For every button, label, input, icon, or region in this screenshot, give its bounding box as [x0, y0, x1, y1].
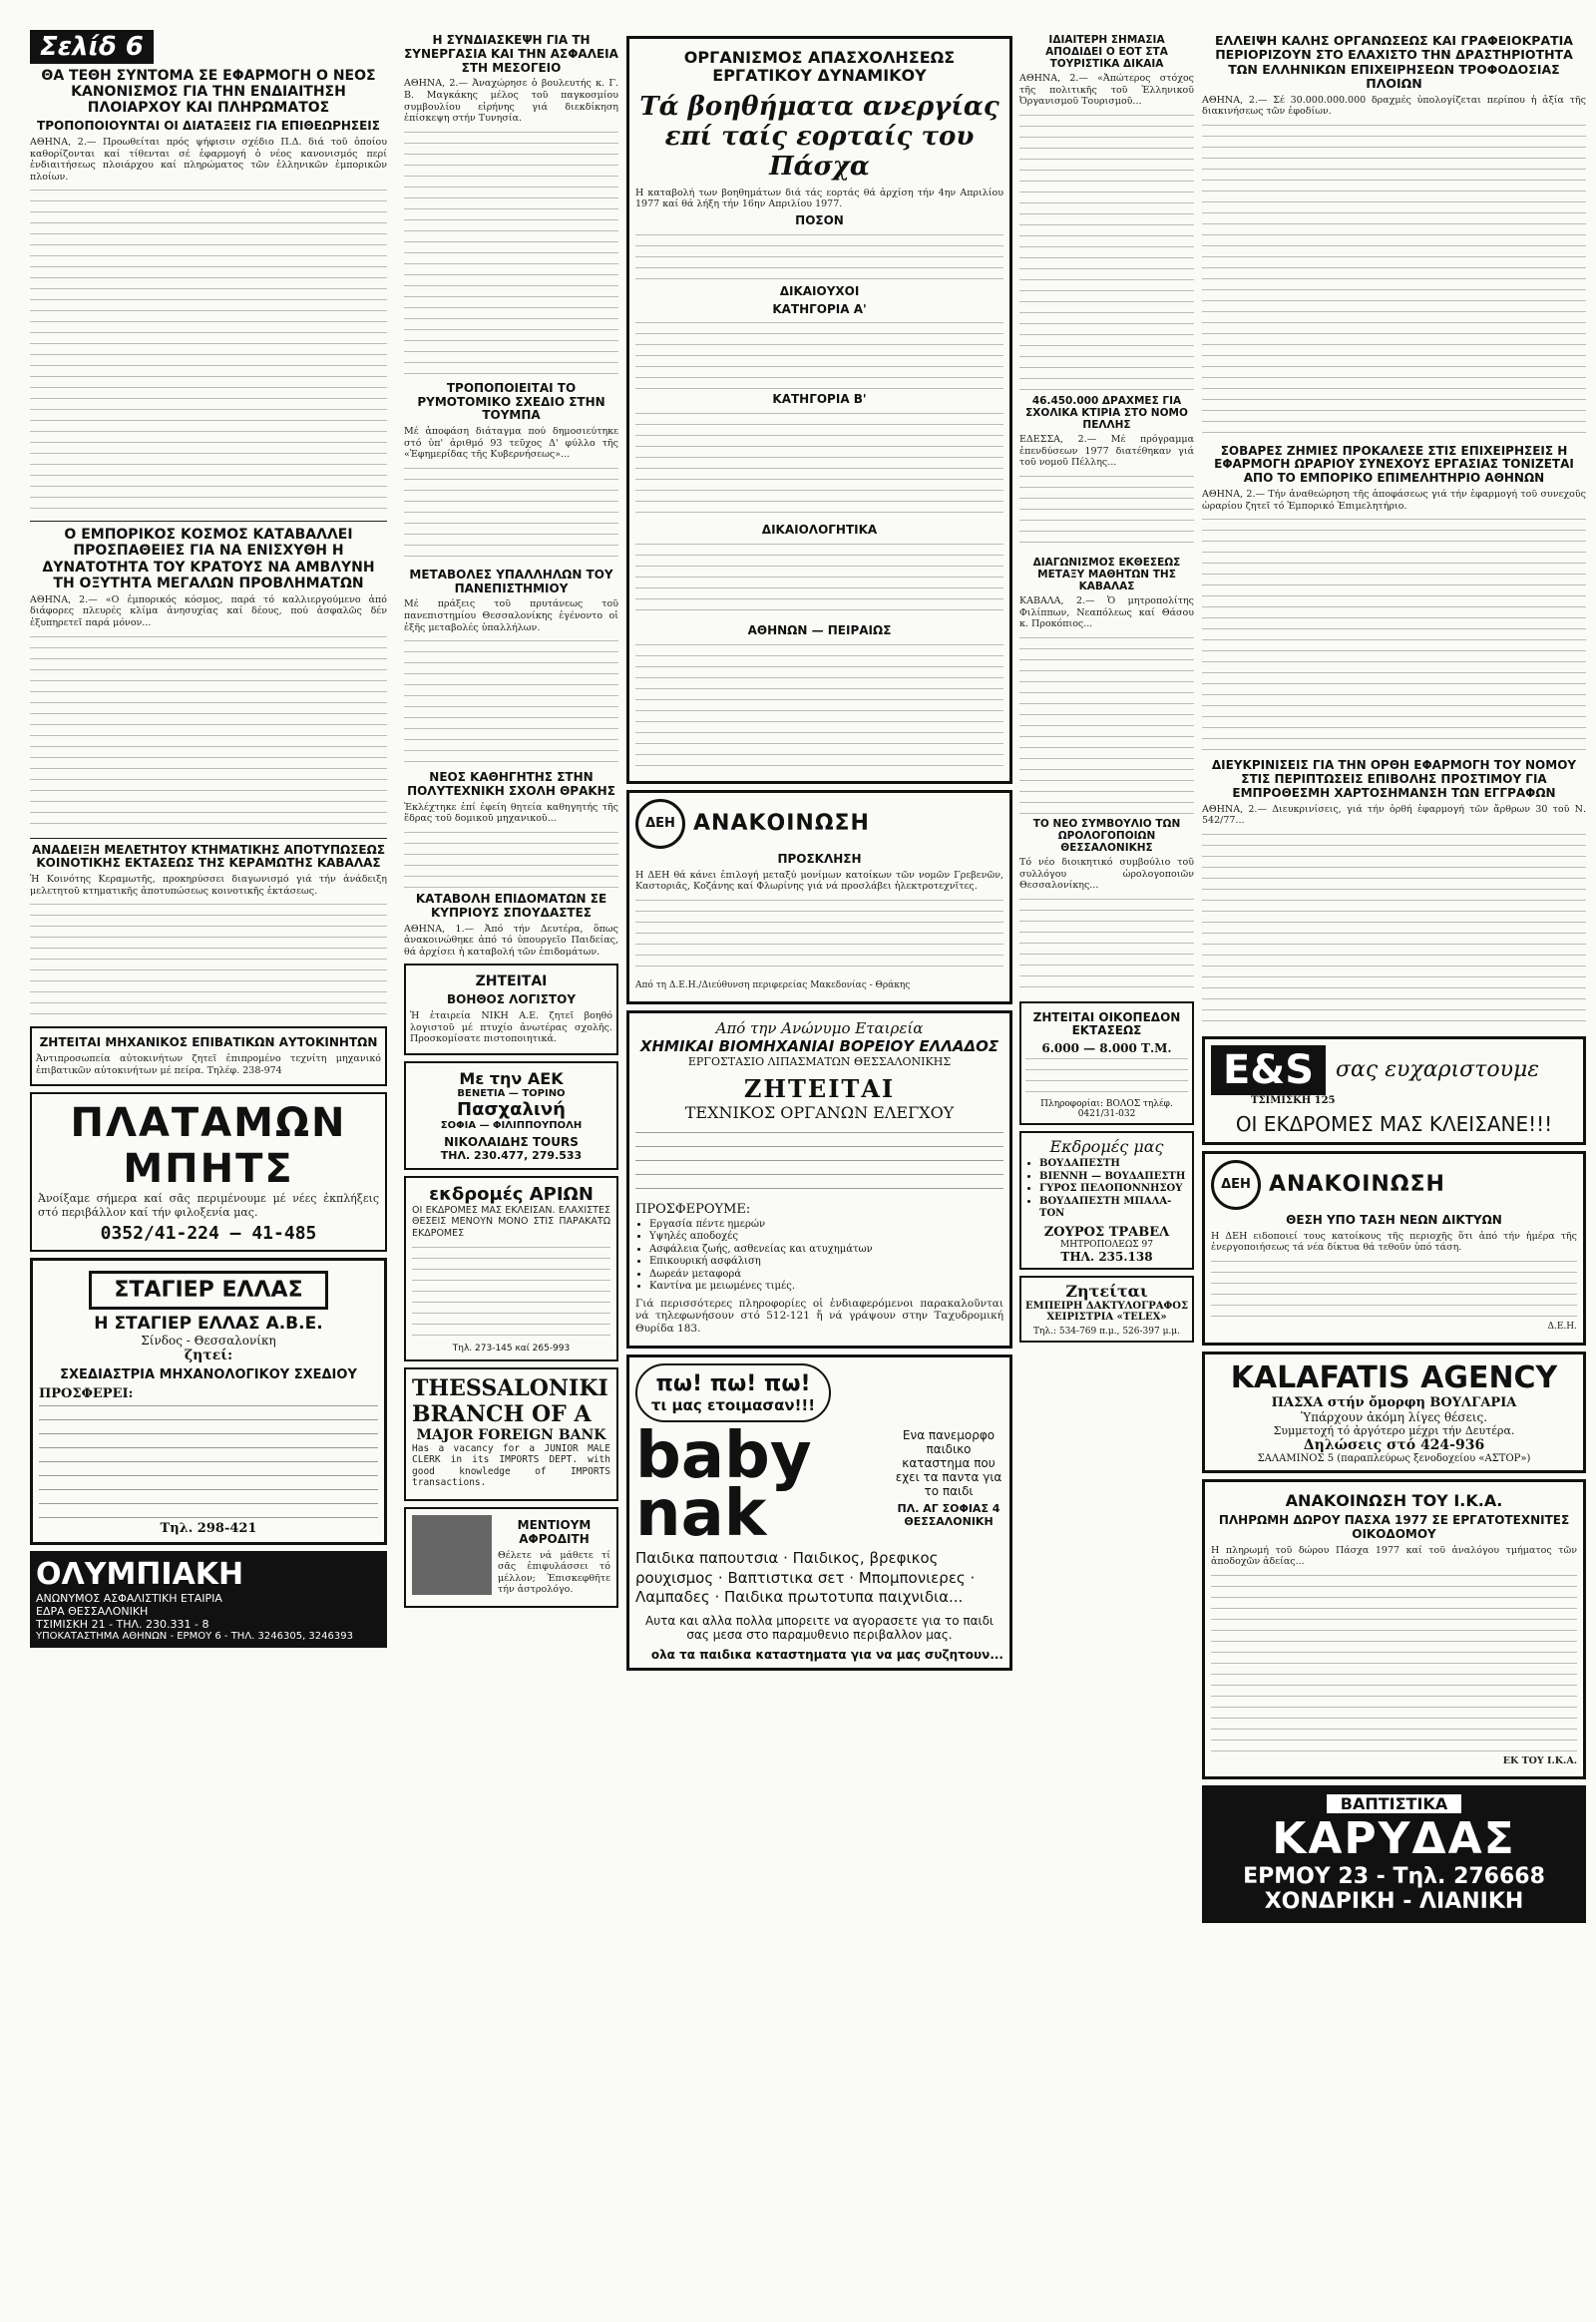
article-headline: ΘΑ ΤΕΘΗ ΣΥΝΤΟΜΑ ΣΕ ΕΦΑΡΜΟΓΗ Ο ΝΕΟΣ ΚΑΝΟΝΙΣΜΟΣ ΓΙΑ ΤΗΝ ΕΝΔΙΑΙΤΗΣΗ ΠΛΟΙΑΡΧΟΥ ΚΑΙ ΠΛΗΡΩΜΑΤΟΣ	[41, 68, 376, 117]
announcement-subtitle: ΠΡΟΣΚΛΗΣΗ	[777, 851, 862, 866]
article-filler	[635, 231, 1003, 281]
dei-header	[1211, 1160, 1577, 1210]
ad-aek	[404, 1061, 618, 1170]
ad-footer: Γιά περισσότερες πληροφορίες οἱ ἐνδιαφερόμενοι παρακαλοῦνται νά τηλεφωνήσουν στό 512-121 ἤ νά γράψουν στην Ταχυδρομική Θυρίδα 183.	[635, 1297, 1003, 1336]
article-filler	[404, 637, 618, 767]
article-body: ΑΘΗΝΑ, 2.— «Ἀπώτερος στόχος τῆς πολιτικῆς τοῦ Ἑλληνικοῦ Ὀργανισμοῦ Τουρισμοῦ...	[1019, 73, 1194, 108]
offer-item: • Εργασία πέντε ημερών	[649, 1219, 1003, 1232]
article-body: Τό νέο διοικητικό συμβούλιο τοῦ συλλόγου ὡρολογοποιῶν Θεσσαλονίκης...	[1019, 856, 1194, 892]
ad-chemical-industries	[626, 1010, 1012, 1349]
ad-body: Has a vacancy for a JUNIOR MALE CLERK in its IMPORTS DEPT. with good knowledge of IMPORTS transactions.	[412, 1442, 610, 1489]
ad-headline: MAJOR FOREIGN BANK	[416, 1426, 606, 1443]
article-headline: 46.450.000 ΔΡΑΧΜΕΣ ΓΙΑ ΣΧΟΛΙΚΑ ΚΤΙΡΙΑ ΣΤΟ ΝΟΜΟ ΠΕΛΛΗΣ	[1025, 394, 1188, 432]
portrait-image	[412, 1515, 492, 1595]
ad-line: Πασχαλινή	[457, 1098, 566, 1120]
brand-side	[894, 1428, 1003, 1528]
announcement-signature: Από τη Δ.Ε.Η./Διεύθυνση περιφερείας Μακεδονίας - Θράκης	[635, 979, 911, 990]
announcement-body: Η ΔΕΗ θά κάνει ἐπιλογή μεταξύ μονίμων κατοίκων τῶν νομῶν Γρεβενῶν, Καστοριᾶς, Κοζάνης καί Φλωρίνης γιά νά προσλάβει ἡλεκτροτεχνῖτες.	[635, 869, 1003, 893]
ad-headline: ΜΕΝΤΙΟΥΜ ΑΦΡΟΔΙΤΗ	[517, 1517, 592, 1546]
ad-address: ΣΑΛΑΜΙΝΟΣ 5 (παραπλεύρως ξενοδοχείου «ΑΣΤΟΡ»)	[1257, 1452, 1531, 1464]
article-filler	[1019, 634, 1194, 814]
company-name: ΟΛΥΜΠΙΑΚΗ	[36, 1557, 244, 1593]
ad-body: Ἀνοίξαμε σήμερα καί σᾶς περιμένουμε μέ νέες ἐκπλήξεις στό περιβάλλον καί τήν φιλοξενία μας.	[38, 1192, 379, 1219]
article-body: Η καταβολή των βοηθημάτων διά τάς εορτάς θά ἀρχίση τήν 4ην Απριλίου 1977 καί θά λήξη τήν 16ην Απριλίου 1977.	[635, 187, 1003, 210]
article-filler	[1211, 1258, 1577, 1318]
offer-item: • Καντίνα με μειωμένες τιμές.	[649, 1281, 1003, 1294]
article-filler	[1019, 112, 1194, 391]
article-headline: Η ΣΥΝΔΙΑΣΚΕΨΗ ΓΙΑ ΤΗ ΣΥΝΕΡΓΑΣΙΑ ΚΑΙ ΤΗΝ ΑΣΦΑΛΕΙΑ ΣΤΗ ΜΕΣΟΓΕΙΟ	[404, 33, 618, 75]
company-location: Σίνδος - Θεσσαλονίκη	[141, 1334, 276, 1349]
company-line: ΕΔΡΑ ΘΕΣΣΑΛΟΝΙΚΗ	[36, 1605, 149, 1619]
brand-address: ΤΣΙΜΙΣΚΗ 125	[1251, 1094, 1336, 1106]
ad-mechanic	[30, 1026, 387, 1086]
brand-tagline: ΧΟΝΔΡΙΚΗ - ΛΙΑΝΙΚΗ	[1264, 1889, 1524, 1915]
ad-stagier	[30, 1258, 387, 1545]
company-line: ΥΠΟΚΑΤΑΣΤΗΜΑ ΑΘΗΝΩΝ - ΕΡΜΟΥ 6 - ΤΗΛ. 3246305, 3246393	[36, 1631, 353, 1643]
article-body: Μέ ἀποφάση διάταγμα πού δημοσιεύτηκε στό ὑπ' ἀριθμό 93 τεῦχος Δ' φύλλο τῆς «Ἐφημερίδας τῆς Κυβερνήσεως»...	[404, 426, 618, 461]
announcement-title: ΑΝΑΚΟΙΝΩΣΗ ΤΟΥ Ι.Κ.Α.	[1285, 1490, 1503, 1510]
es-header	[1211, 1045, 1577, 1095]
ad-babynak	[626, 1354, 1012, 1671]
article-body: Ἡ Κοινότης Κεραμωτῆς, προκηρύσσει διαγωνισμό γιά τήν ἀνάδειξη μελετητοῦ κτηματικῆς ἀποτυπώσεως κοινοτικῆς ἐκτάσεως.	[30, 874, 387, 897]
ad-position: ΣΧΕΔΙΑΣΤΡΙΑ ΜΗΧΑΝΟΛΟΓΙΚΟΥ ΣΧΕΔΙΟΥ	[60, 1367, 357, 1383]
ad-line: Ὑπάρχουν ἀκόμη λίγες θέσεις.	[1300, 1409, 1488, 1424]
brand-name: ΚΑΡΥΔΑΣ	[1272, 1813, 1516, 1865]
divider	[30, 521, 387, 522]
ad-headline: Ζητείται	[1065, 1281, 1148, 1301]
company-name: Η ΣΤΑΓΙΕΡ ΕΛΛΑΣ Α.Β.Ε.	[94, 1314, 323, 1335]
ad-headline: ΖΗΤΕΙΤΑΙ	[475, 973, 548, 990]
brand-logo: baby nak	[635, 1419, 812, 1551]
agency-phone: ΤΗΛ. 235.138	[1060, 1249, 1153, 1264]
ad-tagline: ολα τα παιδικα καταστηματα για να μας συζητουν...	[650, 1647, 1003, 1662]
ad-headline: εκδρομές ΑΡΙΩΝ	[429, 1183, 594, 1205]
ad-body: Αυτα και αλλα πολλα μπορειτε να αγορασετε για το παιδι σας μεσα στο παραμυθενιο περιβαλλον μας.	[645, 1613, 994, 1642]
ika-announcement	[1202, 1479, 1586, 1780]
offer-list	[635, 1219, 1003, 1294]
offer-item: • Επικουρική ασφάλιση	[649, 1256, 1003, 1269]
ad-phone: Τηλ. 298-421	[160, 1521, 257, 1537]
article-filler	[404, 465, 618, 565]
dei-logo-icon: ΔΕΗ	[635, 799, 685, 849]
announcement-signature: ΕΚ ΤΟΥ Ι.Κ.Α.	[1502, 1754, 1577, 1766]
ad-es-travel	[1202, 1036, 1586, 1145]
ad-accountant	[404, 964, 618, 1055]
ad-phone: ΤΗΛ. 230.477, 279.533	[440, 1148, 583, 1162]
ad-ekdromes	[1019, 1131, 1194, 1270]
article-body: ΑΘΗΝΑ, 2.— Διευκρινίσεις, γιά τήν ὀρθή ἐφαρμογή τῶν ἄρθρων 30 τοῦ Ν. 542/77...	[1202, 803, 1586, 827]
company-name: ΧΗΜΙΚΑΙ ΒΙΟΜΗΧΑΝΙΑΙ ΒΟΡΕΙΟΥ ΕΛΛΑΔΟΣ	[639, 1036, 999, 1055]
ad-plot	[1019, 1001, 1194, 1126]
article-headline: ΟΡΓΑΝΙΣΜΟΣ ΑΠΑΣΧΟΛΗΣΕΩΣ ΕΡΓΑΤΙΚΟΥ ΔΥΝΑΜΙΚΟΥ	[683, 48, 956, 86]
article-body: ΑΘΗΝΑ, 1.— Ἀπό τήν Δευτέρα, ὅπως ἀνακοινώθηκε ἀπό τό ὑπουργεῖο Παιδείας, θά ἀρχίσει ἡ καταβολή τῶν ἐπιδομάτων.	[404, 923, 618, 958]
brand-address: ΕΡΜΟΥ 23 - Τηλ. 276668	[1243, 1864, 1545, 1890]
article-body: ΑΘΗΝΑ, 2.— Σέ 30.000.000.000 δραχμές ὑπολογίζεται περίπου ἡ ἀξία τῆς διακινήσεως τῶν ἐφοδίων.	[1202, 94, 1586, 118]
ad-line: ΒΕΝΕΤΙΑ — ΤΟΡΙΝΟ	[457, 1087, 566, 1099]
column-2	[404, 30, 618, 2314]
trip-item: • ΒΟΥΔΑΠΕΣΤΗ ΜΠΑΛΑ-ΤΟΝ	[1039, 1196, 1188, 1221]
section-masthead: Σελίδ 6	[30, 30, 154, 64]
ad-body: Ἀντιπροσωπεία αὐτοκινήτων ζητεῖ ἐπιπρομένο τεχνίτη μηχανικό ἐπιβατικῶν αὐτοκινήτων μέ πείρα. Τηλέφ. 238-974	[36, 1053, 381, 1076]
article-body: Μέ πράξεις τοῦ πρυτάνεως τοῦ πανεπιστημίου Θεσσαλονίκης ἐγένοντο οἱ ἑξῆς μεταβολές ὑπαλλήλων.	[404, 598, 618, 633]
ad-headline: KALAFATIS AGENCY	[1230, 1359, 1558, 1395]
brand-row	[635, 1419, 1003, 1551]
ad-arion	[404, 1176, 618, 1361]
announcement-body: Η πληρωμή τοῦ δώρου Πάσχα 1977 καί τοῦ ἀναλόγου τμήματος τῶν ἀποδοχῶν ἀδείας...	[1211, 1544, 1577, 1568]
oaed-announcement	[626, 36, 1012, 784]
article-filler	[635, 541, 1003, 620]
article-filler	[30, 187, 387, 516]
ad-headline: τι μας ετοιμασαν!!!	[650, 1396, 816, 1415]
section-heading: ΚΑΤΗΓΟΡΙΑ Α'	[772, 301, 867, 316]
divider	[30, 838, 387, 839]
announcement-title: ΑΝΑΚΟΙΝΩΣΗ	[693, 811, 870, 837]
article-body: ΑΘΗΝΑ, 2.— Ἀναχώρησε ὁ βουλευτής κ. Γ. Β. Μαγκάκης μέλος τοῦ παγκοσμίου συμβουλίου εἰρήνης γιά διεκδίκηση ἐπίσκεψη στήν Τυνησία.	[404, 78, 618, 125]
company-line: ΤΣΙΜΙΣΚΗ 21 - ΤΗΛ. 230.331 - 8	[36, 1618, 209, 1632]
ad-headline: ΠΛΑΤΑΜΩΝ ΜΠΗΤΣ	[70, 1100, 347, 1193]
offer-item: • Ασφάλεια ζωής, ασθενείας και ατυχημάτων	[649, 1244, 1003, 1257]
ad-offer-heading: ΠΡΟΣΦΕΡΟΥΜΕ:	[635, 1201, 751, 1217]
article-headline: ΚΑΤΑΒΟΛΗ ΕΠΙΔΟΜΑΤΩΝ ΣΕ ΚΥΠΡΙΟΥΣ ΣΠΟΥΔΑΣΤΕΣ	[415, 891, 607, 920]
dei-logo-icon: ΔΕΗ	[1211, 1160, 1261, 1210]
ad-headline: ΟΙ ΕΚΔΡΟΜΕΣ ΜΑΣ ΚΛΕΙΣΑΝΕ!!!	[1235, 1111, 1553, 1136]
article-filler	[1202, 831, 1586, 1030]
brand-address: ΠΛ. ΑΓ ΣΟΦΙΑΣ 4 ΘΕΣΣΑΛΟΝΙΚΗ	[897, 1502, 1000, 1529]
dei-announcement-2	[1202, 1151, 1586, 1346]
section-heading: ΔΙΚΑΙΟΥΧΟΙ	[779, 283, 860, 298]
article-headline: ΕΛΛΕΙΨΗ ΚΑΛΗΣ ΟΡΓΑΝΩΣΕΩΣ ΚΑΙ ΓΡΑΦΕΙΟΚΡΑΤΙΑ ΠΕΡΙΟΡΙΖΟΥΝ ΣΤΟ ΕΛΑΧΙΣΤΟ ΤΗΝ ΔΡΑΣΤΗΡΙΟΤΗΤΑ ΤΩΝ ΕΛΛΗΝΙΚΩΝ ΕΠΙΧΕΙΡΗΣΕΩΝ ΤΡΟΦΟΔΟΣΙΑΣ ΠΛΟΙΩΝ	[1215, 33, 1573, 92]
article-filler	[635, 641, 1003, 771]
article-headline: ΔΙΑΓΩΝΙΣΜΟΣ ΕΚΘΕΣΕΩΣ ΜΕΤΑΞΥ ΜΑΘΗΤΩΝ ΤΗΣ ΚΑΒΑΛΑΣ	[1032, 556, 1181, 592]
article-filler	[404, 829, 618, 889]
agency-name: ΖΟΥΡΟΣ ΤΡΑΒΕΛ	[1043, 1224, 1170, 1240]
article-filler	[635, 319, 1003, 389]
article-headline: ΤΡΟΠΟΠΟΙΕΙΤΑΙ ΤΟ ΡΥΜΟΤΟΜΙΚΟ ΣΧΕΔΙΟ ΣΤΗΝ ΤΟΥΜΠΑ	[417, 380, 605, 423]
ad-wanted: ζητεί:	[184, 1348, 233, 1364]
column-4	[1019, 30, 1194, 2314]
ad-aphrodite	[404, 1507, 618, 1608]
trip-item: • ΒΙΕΝΝΗ — ΒΟΥΔΑΠΕΣΤΗ	[1039, 1171, 1188, 1184]
ad-bank	[404, 1367, 618, 1501]
article-filler	[635, 1128, 1003, 1198]
article-filler	[1202, 122, 1586, 441]
article-filler	[1019, 473, 1194, 553]
offer-item: • Υψηλές αποδοχές	[649, 1231, 1003, 1244]
section-heading: ΚΑΤΗΓΟΡΙΑ Β'	[772, 392, 867, 407]
brand-description: Ενα πανεμορφο παιδικο καταστημα που εχει τα παντα για το παιδι	[895, 1428, 1002, 1499]
ad-phone: Τηλ.: 534-769 π.μ., 526-397 μ.μ.	[1033, 1326, 1180, 1337]
article-headline: ΜΕΤΑΒΟΛΕΣ ΥΠΑΛΛΗΛΩΝ ΤΟΥ ΠΑΝΕΠΙΣΤΗΜΙΟΥ	[409, 567, 613, 595]
ad-headline: ΖΗΤΕΙΤΑΙ ΟΙΚΟΠΕΔΟΝ ΕΚΤΑΣΕΩΣ	[1032, 1009, 1181, 1038]
ad-phone: 0352/41-224 — 41-485	[100, 1223, 317, 1245]
article-headline: ΤΟ ΝΕΟ ΣΥΜΒΟΥΛΙΟ ΤΩΝ ΩΡΟΛΟΓΟΠΟΙΩΝ ΘΕΣΣΑΛΟΝΙΚΗΣ	[1032, 817, 1181, 854]
ad-headline: BRANCH OF A	[412, 1400, 592, 1427]
article-body: ΑΘΗΝΑ, 2.— Προωθείται πρός ψήφισιν σχέδιο Π.Δ. διά τοῦ ὁποίου καθορίζονται καί τίθενται σέ ἐφαρμογή ὁ νέος κανονισμός περί ἐνδιαιτήσεως πλοιάρχου καί πληρώματος τῶν ἑλληνικῶν ἐμπορικῶν πλοίων.	[30, 137, 387, 183]
article-headline: ΝΕΟΣ ΚΑΘΗΓΗΤΗΣ ΣΤΗΝ ΠΟΛΥΤΕΧΝΙΚΗ ΣΧΟΛΗ ΘΡΑΚΗΣ	[407, 770, 615, 798]
ad-offer-heading: ΠΡΟΣΦΕΡΕΙ:	[39, 1386, 134, 1402]
ad-body: Παιδικα παπουτσια · Παιδικος, βρεφικος ρουχισμος · Βαπτιστικα σετ · Μπομπονιερες · Λαμπαδες · Παιδικα πρωτοτυπα παιχνιδια...	[635, 1549, 976, 1607]
brand-slogan: σας ευχαριστουμε	[1336, 1057, 1540, 1083]
ad-position: ΤΕΧΝΙΚΟΣ ΟΡΓΑΝΩΝ ΕΛΕΓΧΟΥ	[684, 1102, 955, 1122]
column-5	[1202, 30, 1586, 2314]
ad-phone: Δηλώσεις στό 424-936	[1303, 1436, 1485, 1453]
ad-body: Θέλετε νά μάθετε τί σᾶς ἐπιφυλάσσει τό μέλλον; Ἐπισκεφθῆτε τήν ἀστρολόγο.	[498, 1549, 610, 1596]
dei-header	[635, 799, 1003, 849]
trip-item: • ΓΥΡΟΣ ΠΕΛΟΠΟΝΝΗΣΟΥ	[1039, 1183, 1188, 1196]
article-subheadline: ΤΡΟΠΟΠΟΙΟΥΝΤΑΙ ΟΙ ΔΙΑΤΑΞΕΙΣ ΓΙΑ ΕΠΙΘΕΩΡΗΣΕΙΣ	[37, 119, 380, 134]
brand-logo: E&S	[1211, 1045, 1326, 1095]
offer-item: • Δωρεάν μεταφορά	[649, 1269, 1003, 1282]
ad-line: ΠΑΣΧΑ στήν ὄμορφη ΒΟΥΛΓΑΡΙΑ	[1271, 1394, 1517, 1410]
announcement-subtitle: ΘΕΣΗ ΥΠΟ ΤΑΣΗ ΝΕΩΝ ΔΙΚΤΥΩΝ	[1286, 1212, 1502, 1227]
ad-body: ΟΙ ΕΚΔΡΟΜΕΣ ΜΑΣ ΕΚΛΕΙΣΑΝ. ΕΛΑΧΙΣΤΕΣ ΘΕΣΕΙΣ ΜΕΝΟΥΝ ΜΟΝΟ ΣΤΙΣ ΠΑΡΑΚΑΤΩ ΕΚΔΡΟΜΕΣ	[412, 1204, 610, 1240]
ad-phone: Πληροφορίαι: ΒΟΛΟΣ τηλέφ. 0421/31-032	[1040, 1099, 1173, 1120]
article-body: ΕΔΕΣΣΑ, 2.— Μέ πρόγραμμα ἐπενδύσεων 1977 διατέθηκαν γιά τοῦ νομοῦ Πέλλης...	[1019, 434, 1194, 469]
ad-body: Ἡ ἑταιρεία ΝΙΚΗ Α.Ε. ζητεῖ βοηθό λογιστοῦ μέ πτυχίο ἀνωτέρας σχολῆς. Προσκομίσατε πιστοποιητικά.	[410, 1010, 612, 1045]
section-heading: ΑΘΗΝΩΝ — ΠΕΙΡΑΙΩΣ	[747, 622, 892, 637]
company-subname: ΕΡΓΟΣΤΑΣΙΟ ΛΙΠΑΣΜΑΤΩΝ ΘΕΣΣΑΛΟΝΙΚΗΣ	[687, 1054, 952, 1068]
ad-wanted: ΖΗΤΕΙΤΑΙ	[743, 1073, 896, 1103]
article-filler	[1025, 1055, 1188, 1095]
speech-bubble	[635, 1363, 831, 1422]
section-heading: ΠΟΣΟΝ	[795, 212, 844, 227]
ad-subheadline: ΒΟΗΘΟΣ ΛΟΓΙΣΤΟΥ	[446, 992, 577, 1007]
trip-item: • ΒΟΥΔΑΠΕΣΤΗ	[1039, 1158, 1188, 1171]
article-filler	[1202, 516, 1586, 755]
article-filler	[412, 1244, 610, 1344]
article-filler	[30, 633, 387, 833]
dei-announcement	[626, 790, 1012, 1004]
article-body: ΑΘΗΝΑ, 2.— «Ο ἐμπορικός κόσμος, παρά τό καλλιεργούμενο ἀπό διάφορες πλευρές κλίμα ἀνησυχίας καί δέους, πού ἀσφαλῶς δέν ἐξυπηρετεῖ παρά μόνον...	[30, 593, 387, 628]
company-line: ΑΝΩΝΥΜΟΣ ΑΣΦΑΛΙΣΤΙΚΗ ΕΤΑΙΡΙΑ	[36, 1592, 222, 1606]
article-body: ΑΘΗΝΑ, 2.— Τήν ἀναθεώρηση τῆς ἀποφάσεως γιά τήν ἐφαρμογή τοῦ συνεχοῦς ὡραρίου ζητεῖ τό Ἐμπορικό Ἐπιμελητήριο.	[1202, 489, 1586, 512]
ad-headline: THESSALONIKI	[412, 1374, 608, 1401]
article-filler	[635, 410, 1003, 520]
announcement-body: Η ΔΕΗ ειδοποιεί τους κατοίκους τῆς περιοχῆς ὅτι ἀπό τήν ἡμέρα τῆς ἐνεργοποιήσεως τά νέα δίκτυα θά τεθοῦν ὑπό τάση.	[1211, 1230, 1577, 1254]
ad-body: ΕΜΠΕΙΡΗ ΔΑΚΤΥΛΟΓΡΑΦΟΣ ΧΕΙΡΙΣΤΡΙΑ «TELEX»	[1025, 1300, 1189, 1323]
ad-telex	[1019, 1276, 1194, 1343]
announcement-subtitle: ΠΛΗΡΩΜΗ ΔΩΡΟΥ ΠΑΣΧΑ 1977 ΣΕ ΕΡΓΑΤΟΤΕΧΝΙΤΕΣ ΟΙΚΟΔΟΜΟΥ	[1218, 1513, 1570, 1541]
ad-line: ΝΙΚΟΛΑΙΔΗΣ TOURS	[444, 1134, 579, 1149]
ad-line: Συμμετοχή τό ἀργότερο μέχρι τήν Δευτέρα.	[1273, 1423, 1515, 1437]
company-logo: ΣΤΑΓΙΕΡ ΕΛΛΑΣ	[89, 1271, 328, 1310]
ad-headline: Εκδρομές μας	[1049, 1137, 1164, 1157]
article-headline: ΑΝΑΔΕΙΞΗ ΜΕΛΕΤΗΤΟΥ ΚΤΗΜΑΤΙΚΗΣ ΑΠΟΤΥΠΩΣΕΩΣ ΚΟΙΝΟΤΙΚΗΣ ΕΚΤΑΣΕΩΣ ΤΗΣ ΚΕΡΑΜΩΤΗΣ ΚΑΒΑΛΑΣ	[31, 842, 386, 871]
ad-line: ΒΑΠΤΙΣΤΙΚΑ	[1327, 1794, 1461, 1813]
ad-headline: ΖΗΤΕΙΤΑΙ ΜΗΧΑΝΙΚΟΣ ΕΠΙΒΑΤΙΚΩΝ ΑΥΤΟΚΙΝΗΤΩΝ	[39, 1035, 378, 1050]
ad-headline: πω! πω! πω!	[655, 1371, 811, 1397]
column-3	[626, 30, 1012, 2314]
article-body: Ἐκλέχτηκε ἐπί ἐφείη θητεία καθηγητής τῆς ἕδρας τοῦ δομικοῦ μηχανικοῦ...	[404, 801, 618, 825]
agency-address: ΜΗΤΡΟΠΟΛΕΩΣ 97	[1060, 1239, 1153, 1250]
article-filler	[1211, 1572, 1577, 1751]
ad-headline: Με την ΑΕΚ	[459, 1068, 564, 1088]
ad-karydas	[1202, 1785, 1586, 1923]
article-filler	[30, 901, 387, 1020]
article-headline: Ο ΕΜΠΟΡΙΚΟΣ ΚΟΣΜΟΣ ΚΑΤΑΒΑΛΛΕΙ ΠΡΟΣΠΑΘΕΙΕΣ ΓΙΑ ΝΑ ΕΝΙΣΧΥΘΗ Η ΔΥΝΑΤΟΤΗΤΑ ΤΟΥ ΚΡΑΤΟΥΣ ΝΑ ΑΜΒΛΥΝΗ ΤΗ ΟΞΥΤΗΤΑ ΜΕΓΑΛΩΝ ΠΡΟΒΛΗΜΑΤΩΝ	[42, 527, 375, 591]
announcement-signature: Δ.Ε.Η.	[1547, 1321, 1577, 1332]
section-heading: ΔΙΚΑΙΟΛΟΓΗΤΙΚΑ	[761, 523, 878, 538]
ad-size: 6.000 — 8.000 Τ.Μ.	[1041, 1041, 1172, 1056]
article-headline: ΔΙΕΥΚΡΙΝΙΣΕΙΣ ΓΙΑ ΤΗΝ ΟΡΘΗ ΕΦΑΡΜΟΓΗ ΤΟΥ ΝΟΜΟΥ ΣΤΙΣ ΠΕΡΙΠΤΩΣΕΙΣ ΕΠΙΒΟΛΗΣ ΠΡΟΣΤΙΜΟΥ ΓΙΑ ΕΜΠΡΟΘΕΣΜΗ ΧΑΡΤΟΣΗΜΑΝΣΗ ΤΩΝ ΕΓΓΡΑΦΩΝ	[1211, 758, 1577, 800]
column-1	[30, 30, 387, 2314]
article-filler	[635, 897, 1003, 976]
article-filler	[1019, 896, 1194, 995]
ad-platamon	[30, 1092, 387, 1252]
ad-olympiaki	[30, 1551, 387, 1648]
ad-kalafatis	[1202, 1352, 1586, 1473]
article-body: ΚΑΒΑΛΑ, 2.— Ὁ μητροπολίτης Φιλίππων, Νεαπόλεως καί Θάσου κ. Προκόπιος...	[1019, 595, 1194, 630]
ad-line: Από την Ανώνυμο Εταιρεία	[715, 1018, 924, 1037]
ad-phone: Τηλ. 273-145 καί 265-993	[452, 1343, 571, 1354]
trip-list	[1025, 1158, 1188, 1221]
article-filler	[39, 1401, 378, 1521]
ad-line: ΣΟΦΙΑ — ΦΙΛΙΠΠΟΥΠΟΛΗ	[440, 1119, 583, 1131]
article-filler	[404, 129, 618, 378]
announcement-title: ΑΝΑΚΟΙΝΩΣΗ	[1269, 1172, 1445, 1198]
article-headline: ΣΟΒΑΡΕΣ ΖΗΜΙΕΣ ΠΡΟΚΑΛΕΣΕ ΣΤΙΣ ΕΠΙΧΕΙΡΗΣΕΙΣ Η ΕΦΑΡΜΟΓΗ ΩΡΑΡΙΟΥ ΣΥΝΕΧΟΥΣ ΕΡΓΑΣΙΑΣ ΤΟΝΙΖΕΤΑΙ ΑΠΟ ΤΟ ΕΜΠΟΡΙΚΟ ΕΠΙΜΕΛΗΤΗΡΙΟ ΑΘΗΝΩΝ	[1214, 443, 1574, 486]
article-title: Τά βοηθήματα ανεργίας επί ταίς εορταίς του Πάσχα	[639, 91, 999, 182]
article-headline: ΙΔΙΑΙΤΕΡΗ ΣΗΜΑΣΙΑ ΑΠΟΔΙΔΕΙ Ο ΕΟΤ ΣΤΑ ΤΟΥΡΙΣΤΙΚΑ ΔΙΚΑΙΑ	[1045, 34, 1168, 71]
